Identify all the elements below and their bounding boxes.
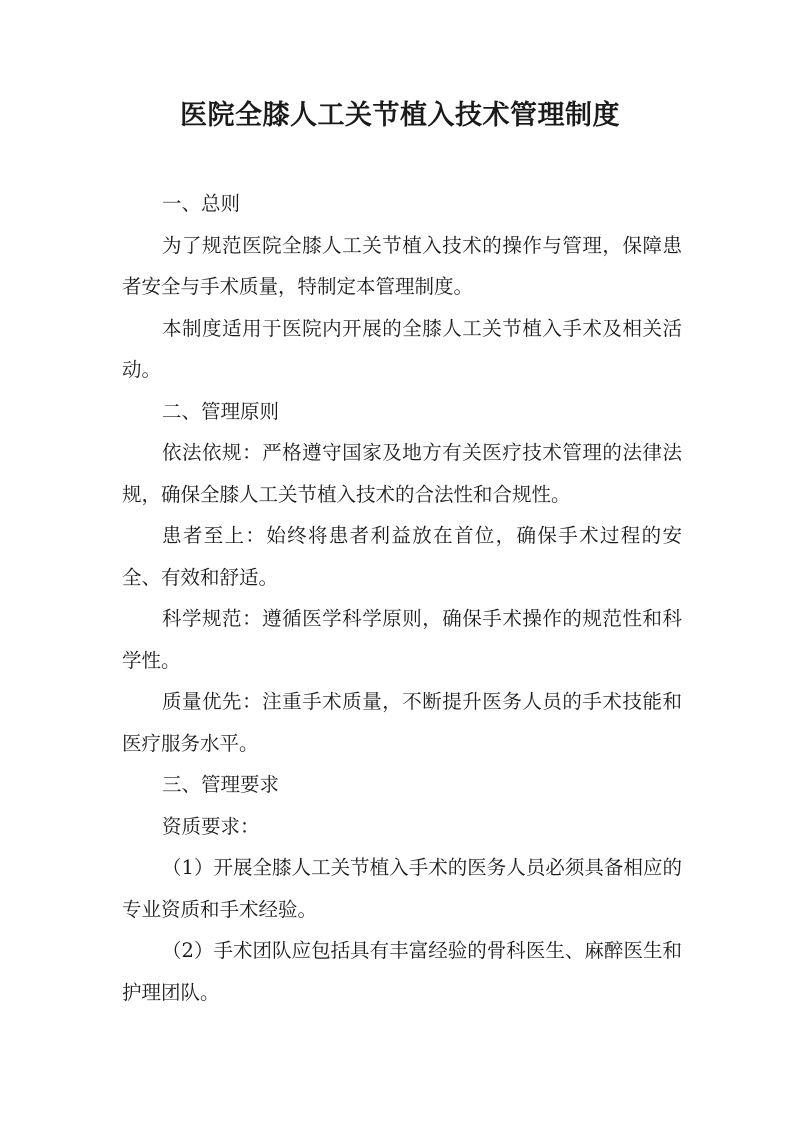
- section-heading-requirements: 三、管理要求: [162, 773, 280, 796]
- section-heading-principles: 二、管理原则: [162, 399, 280, 423]
- subheading-qualification: 资质要求：: [162, 814, 260, 838]
- list-item: （2）手术团队应包括具有丰富经验的骨科医生、麻醉医生和护理团队。: [122, 939, 682, 1004]
- paragraph: 本制度适用于医院内开展的全膝人工关节植入手术及相关活动。: [122, 316, 682, 381]
- paragraph: 质量优先：注重手术质量，不断提升医务人员的手术技能和医疗服务水平。: [122, 690, 682, 755]
- paragraph: 科学规范：遵循医学科学原则，确保手术操作的规范性和科学性。: [122, 607, 682, 672]
- paragraph: 为了规范医院全膝人工关节植入技术的操作与管理，保障患者安全与手术质量，特制定本管理制度。: [122, 233, 682, 298]
- section-heading-general: 一、总则: [162, 192, 241, 215]
- paragraph: 患者至上：始终将患者利益放在首位，确保手术过程的安全、有效和舒适。: [122, 524, 682, 589]
- list-item: （1）开展全膝人工关节植入手术的医务人员必须具备相应的专业资质和手术经验。: [122, 856, 682, 921]
- document-title: 医院全膝人工关节植入技术管理制度: [180, 100, 620, 131]
- document-body: [122, 183, 682, 1013]
- paragraph: 依法依规：严格遵守国家及地方有关医疗技术管理的法律法规，确保全膝人工关节植入技术的合法性和合规性。: [122, 441, 682, 506]
